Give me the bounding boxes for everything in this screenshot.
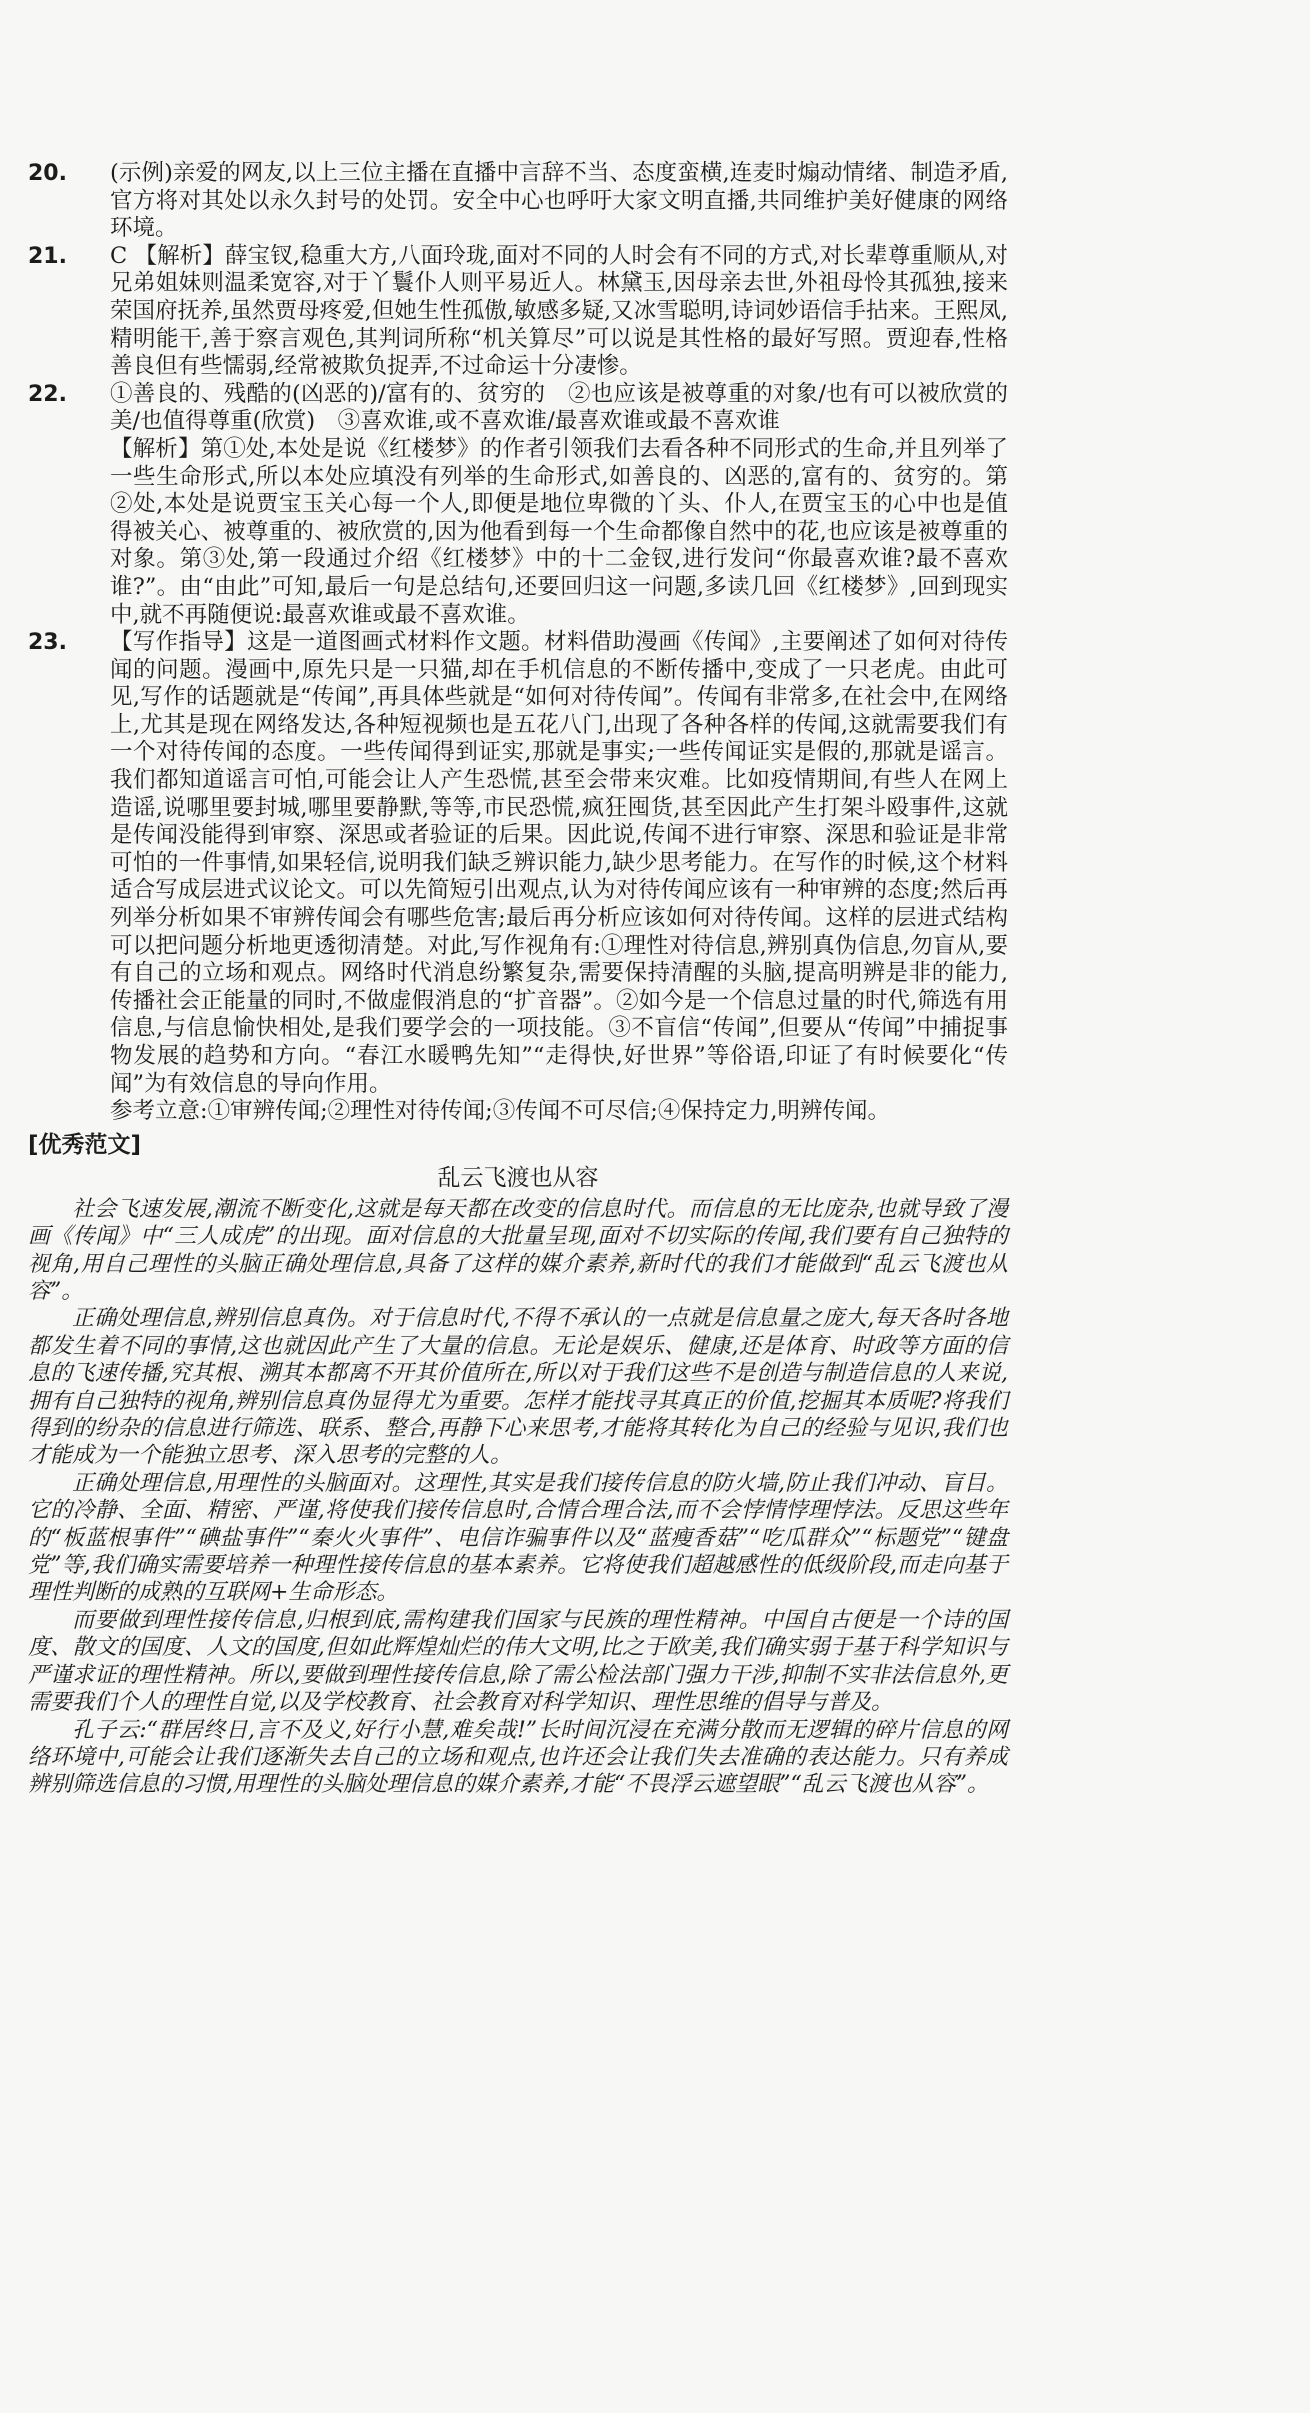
question-number: 22.	[28, 381, 67, 407]
answer-item	[28, 629, 1008, 1126]
question-number: 20.	[28, 161, 67, 186]
reference-theme-paragraph: 参考立意:①审辨传闻;②理性对待传闻;③传闻不可尽信;④保持定力,明辨传闻。	[110, 1098, 890, 1125]
answer-page	[28, 160, 1008, 1799]
answer-paragraph: (示例)亲爱的网友,以上三位主播在直播中言辞不当、态度蛮横,连麦时煽动情绪、制造矛盾,官方将对其处以永久封号的处罚。安全中心也呼吁大家文明直播,共同维护美好健康的网络环境。	[110, 160, 1008, 242]
answer-paragraph: ①善良的、残酷的(凶恶的)/富有的、贫穷的 ②也应该是被尊重的对象/也有可以被欣赏的美/也值得尊重(欣赏) ③喜欢谁,或不喜欢谁/最喜欢谁或最不喜欢谁	[110, 380, 1008, 435]
essay-paragraph: 孔子云:“群居终日,言不及义,好行小慧,难矣哉!”长时间沉浸在充满分散而无逻辑的碎片信息的网络环境中,可能会让我们逐渐失去自己的立场和观点,也许还会让我们失去准确的表达能力。只有养成辨别筛选信息的习惯,用理性的头脑处理信息的媒介素养,才能“不畏浮云遮望眼”“乱云飞渡也从容”。	[28, 1717, 1008, 1798]
writing-guide-paragraph: 【写作指导】这是一道图画式材料作文题。材料借助漫画《传闻》,主要阐述了如何对待传闻的问题。漫画中,原先只是一只猫,却在手机信息的不断传播中,变成了一只老虎。由此可见,写作的话题就是“传闻”,再具体些就是“如何对待传闻”。传闻有非常多,在社会中,在网络上,尤其是现在网络发达,各种短视频也是五花八门,出现了各种各样的传闻,这就需要我们有一个对待传闻的态度。一些传闻得到证实,那就是事实;一些传闻证实是假的,那就是谣言。我们都知道谣言可怕,可能会让人产生恐慌,甚至会带来灾难。比如疫情期间,有些人在网上造谣,说哪里要封城,哪里要静默,等等,市民恐慌,疯狂囤货,甚至因此产生打架斗殴事件,这就是传闻没能得到审察、深思或者验证的后果。因此说,传闻不进行审察、深思和验证是非常可怕的一件事情,如果轻信,说明我们缺乏辨识能力,缺少思考能力。在写作的时候,这个材料适合写成层进式议论文。可以先简短引出观点,认为对待传闻应该有一种审辨的态度;然后再列举分析如果不审辨传闻会有哪些危害;最后再分析应该如何对待传闻。这样的层进式结构可以把问题分析地更透彻清楚。对此,写作视角有:①理性对待信息,辨别真伪信息,勿盲从,要有自己的立场和观点。网络时代消息纷繁复杂,需要保持清醒的头脑,提高明辨是非的能力,传播社会正能量的同时,不做虚假消息的“扩音器”。②如今是一个信息过量的时代,筛选有用信息,与信息愉快相处,是我们要学会的一项技能。③不盲信“传闻”,但要从“传闻”中捕捉事物发展的趋势和方向。“春江水暖鸭先知”“走得快,好世界”等俗语,印证了有时候要化“传闻”为有效信息的导向作用。	[110, 629, 1008, 1097]
essay-paragraph: 社会飞速发展,潮流不断变化,这就是每天都在改变的信息时代。而信息的无比庞杂,也就导致了漫画《传闻》中“三人成虎”的出现。面对信息的大批量呈现,面对不切实际的传闻,我们要有自己独特的视角,用自己理性的头脑正确处理信息,具备了这样的媒介素养,新时代的我们才能做到“乱云飞渡也从容”。	[28, 1196, 1008, 1304]
answer-paragraph: C 【解析】薛宝钗,稳重大方,八面玲珑,面对不同的人时会有不同的方式,对长辈尊重顺从,对兄弟姐妹则温柔宽容,对于丫鬟仆人则平易近人。林黛玉,因母亲去世,外祖母怜其孤独,接来荣国府抚养,虽然贾母疼爱,但她生性孤傲,敏感多疑,又冰雪聪明,诗词妙语信手拈来。王熙凤,精明能干,善于察言观色,其判词所称“机关算尽”可以说是其性格的最好写照。贾迎春,性格善良但有些懦弱,经常被欺负捉弄,不过命运十分凄惨。	[110, 242, 1008, 380]
answer-item	[28, 381, 1008, 629]
model-essay-label: [优秀范文]	[28, 1131, 142, 1158]
essay-title: 乱云飞渡也从容	[437, 1164, 599, 1191]
answer-item	[28, 243, 1008, 381]
answer-item	[28, 160, 1008, 243]
question-number: 21.	[28, 243, 67, 269]
essay-paragraph: 而要做到理性接传信息,归根到底,需构建我们国家与民族的理性精神。中国自古便是一个诗的国度、散文的国度、人文的国度,但如此辉煌灿烂的伟大文明,比之于欧美,我们确实弱于基于科学知识与严谨求证的理性精神。所以,要做到理性接传信息,除了需公检法部门强力干涉,抑制不实非法信息外,更需要我们个人的理性自觉,以及学校教育、社会教育对科学知识、理性思维的倡导与普及。	[28, 1607, 1008, 1716]
essay-paragraph: 正确处理信息,辨别信息真伪。对于信息时代,不得不承认的一点就是信息量之庞大,每天各时各地都发生着不同的事情,这也就因此产生了大量的信息。无论是娱乐、健康,还是体育、时政等方面的信息的飞速传播,究其根、溯其本都离不开其价值所在,所以对于我们这些不是创造与制造信息的人来说,拥有自己独特的视角,辨别信息真伪显得尤为重要。怎样才能找寻其真正的价值,挖掘其本质呢?将我们得到的纷杂的信息进行筛选、联系、整合,再静下心来思考,才能将其转化为自己的经验与见识,我们也才能成为一个能独立思考、深入思考的完整的人。	[28, 1306, 1008, 1469]
model-essay	[28, 1196, 1008, 1799]
essay-paragraph: 正确处理信息,用理性的头脑面对。这理性,其实是我们接传信息的防火墙,防止我们冲动、盲目。它的冷静、全面、精密、严谨,将使我们接传信息时,合情合理合法,而不会悖情悖理悖法。反思这些年的“板蓝根事件”“碘盐事件”“秦火火事件”、电信诈骗事件以及“蓝瘦香菇”“吃瓜群众”“标题党”“键盘党”等,我们确实需要培养一种理性接传信息的基本素养。它将使我们超越感性的低级阶段,而走向基于理性判断的成熟的互联网+生命形态。	[28, 1470, 1008, 1606]
analysis-paragraph: 【解析】第①处,本处是说《红楼梦》的作者引领我们去看各种不同形式的生命,并且列举了一些生命形式,所以本处应填没有列举的生命形式,如善良的、凶恶的,富有的、贫穷的。第②处,本处是说贾宝玉关心每一个人,即便是地位卑微的丫头、仆人,在贾宝玉的心中也是值得被关心、被尊重的、被欣赏的,因为他看到每一个生命都像自然中的花,也应该是被尊重的对象。第③处,第一段通过介绍《红楼梦》中的十二金钗,进行发问“你最喜欢谁?最不喜欢谁?”。由“由此”可知,最后一句是总结句,还要回归这一问题,多读几回《红楼梦》,回到现实中,就不再随便说:最喜欢谁或最不喜欢谁。	[110, 435, 1008, 628]
question-number: 23.	[28, 630, 67, 656]
